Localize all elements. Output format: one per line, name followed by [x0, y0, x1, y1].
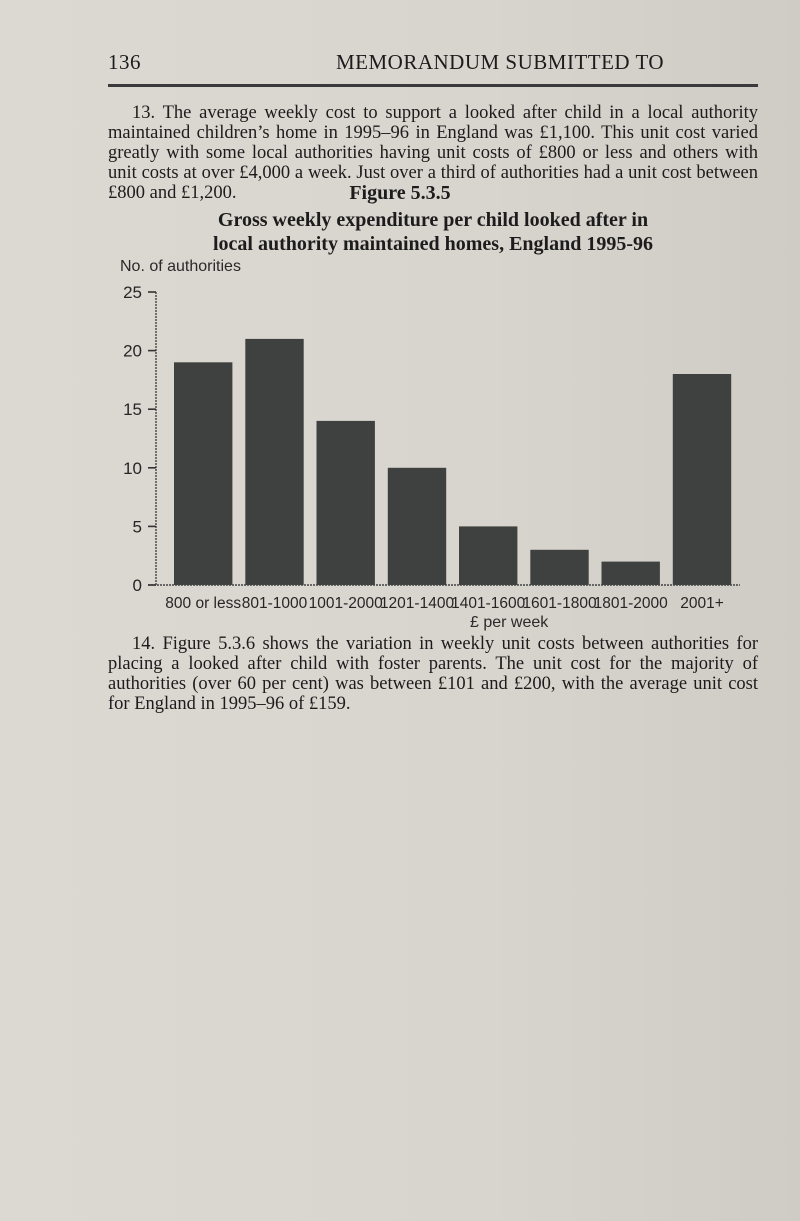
bar-5: [530, 550, 588, 585]
paragraph-text: Figure 5.3.6 shows the variation in weekly unit costs between authorities for placing a looked after child with foster parents. The unit cost for the majority of authorities (over 60 per cent) was between £101 and £200, with the average unit cost for England in 1995–96 of £159.: [108, 634, 758, 714]
header-rule: [108, 84, 758, 87]
bar-0: [174, 362, 232, 585]
x-tick-label: 2001+: [680, 595, 724, 612]
x-tick-label: 800 or less: [165, 595, 242, 612]
bar-2: [317, 421, 375, 585]
paragraph-14: [108, 634, 758, 714]
bar-chart: [100, 275, 760, 615]
paragraph-text: The average weekly cost to support a looked after child in a local authority maintained children’s home in 1995–96 in England was £1,100. This unit cost varied greatly with some local authorities having unit costs of £800 or less and others with unit costs at over £4,000 a week. Just over a third of authorities had a unit cost between £800 and £1,200.: [108, 103, 758, 203]
x-tick-label: 1601-1800: [522, 595, 597, 612]
y-axis-title: No. of authorities: [120, 258, 241, 275]
x-tick-label: 1001-2000: [308, 595, 383, 612]
y-tick-label: 10: [123, 458, 142, 478]
paragraph-number: 14.: [132, 634, 156, 654]
x-tick-label: 1201-1400: [379, 595, 455, 612]
y-tick-label: 20: [123, 341, 142, 361]
figure-title: [0, 208, 800, 256]
paragraph-number: 13.: [132, 103, 156, 123]
bar-3: [388, 468, 446, 585]
x-tick-label: 1401-1600: [451, 595, 526, 612]
figure-label: Figure 5.3.5: [349, 182, 451, 204]
bar-6: [602, 562, 660, 585]
bar-7: [673, 374, 731, 585]
x-tick-label: 801-1000: [241, 595, 308, 612]
x-tick-label: 1801-2000: [593, 595, 668, 612]
y-tick-label: 5: [132, 517, 142, 537]
figure-title-line-2: local authority maintained homes, England 1995-96: [212, 233, 654, 255]
bar-4: [459, 526, 517, 585]
bar-1: [245, 339, 303, 585]
figure-title-line-1: Gross weekly expenditure per child looked after in: [217, 209, 649, 231]
running-head: MEMORANDUM SUBMITTED TO: [336, 50, 665, 74]
y-tick-label: 0: [132, 576, 142, 595]
x-axis-title: £ per week: [470, 614, 549, 631]
page-number: 136: [108, 50, 141, 74]
y-tick-label: 25: [123, 283, 142, 302]
y-tick-label: 15: [123, 400, 142, 420]
